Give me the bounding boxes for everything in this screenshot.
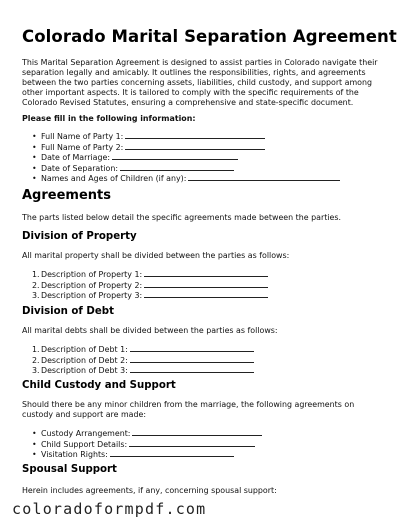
blank-line: [120, 163, 234, 171]
debt-list: [32, 344, 254, 376]
info-field-party1[interactable]: • Full Name of Party 1:: [32, 131, 340, 142]
property-item-2[interactable]: 2.Description of Property 2:: [32, 280, 268, 291]
info-field-party2[interactable]: • Full Name of Party 2:: [32, 142, 340, 153]
custody-item-visitation[interactable]: • Visitation Rights:: [32, 449, 262, 460]
info-field-marriage-date[interactable]: • Date of Marriage:: [32, 152, 340, 163]
blank-line: [125, 142, 265, 150]
debt-item-1[interactable]: 1.Description of Debt 1:: [32, 344, 254, 355]
blank-line: [130, 355, 254, 363]
custody-list: [32, 428, 262, 460]
blank-line: [112, 152, 238, 160]
blank-line: [188, 173, 340, 181]
intro-paragraph: This Marital Separation Agreement is designed to assist parties in Colorado navigate their separation legally and amicably. It outlines the responsibilities, rights, and agreements between the two parties concerning assets, liabilities, child custody, and support among other important aspects. It is tailored to comply with the specific requirements of the Colorado Revised Statutes, ensuring a comprehensive and state-specific document.: [22, 58, 378, 107]
blank-line: [125, 131, 265, 139]
blank-line: [129, 439, 255, 447]
property-item-3[interactable]: 3.Description of Property 3:: [32, 290, 268, 301]
property-heading: Division of Property: [22, 231, 137, 242]
blank-line: [144, 290, 268, 298]
custody-heading: Child Custody and Support: [22, 380, 176, 391]
property-item-1[interactable]: 1.Description of Property 1:: [32, 269, 268, 280]
blank-line: [110, 449, 234, 457]
blank-line: [132, 428, 262, 436]
info-field-separation-date[interactable]: • Date of Separation:: [32, 163, 340, 174]
site-watermark: coloradoformpdf.com: [12, 500, 207, 518]
blank-line: [144, 280, 268, 288]
blank-line: [130, 365, 254, 373]
custody-item-arrangement[interactable]: • Custody Arrangement:: [32, 428, 262, 439]
debt-heading: Division of Debt: [22, 306, 114, 317]
document-title: Colorado Marital Separation Agreement: [22, 27, 397, 46]
info-field-list: [32, 131, 340, 184]
property-intro: All marital property shall be divided between the parties as follows:: [22, 251, 290, 260]
custody-intro: Should there be any minor children from the marriage, the following agreements on custody and support are made:: [22, 400, 355, 419]
blank-line: [144, 269, 268, 277]
custody-item-support[interactable]: • Child Support Details:: [32, 439, 262, 450]
debt-item-3[interactable]: 3.Description of Debt 3:: [32, 365, 254, 376]
info-field-children[interactable]: • Names and Ages of Children (if any):: [32, 173, 340, 184]
debt-item-2[interactable]: 2.Description of Debt 2:: [32, 355, 254, 366]
spousal-intro: Herein includes agreements, if any, concerning spousal support:: [22, 486, 277, 495]
agreements-heading: Agreements: [22, 188, 111, 203]
fill-in-label: Please fill in the following information:: [22, 114, 196, 123]
spousal-heading: Spousal Support: [22, 464, 117, 475]
blank-line: [130, 344, 254, 352]
property-list: [32, 269, 268, 301]
debt-intro: All marital debts shall be divided between the parties as follows:: [22, 326, 278, 335]
agreements-intro: The parts listed below detail the specific agreements made between the parties.: [22, 213, 341, 222]
